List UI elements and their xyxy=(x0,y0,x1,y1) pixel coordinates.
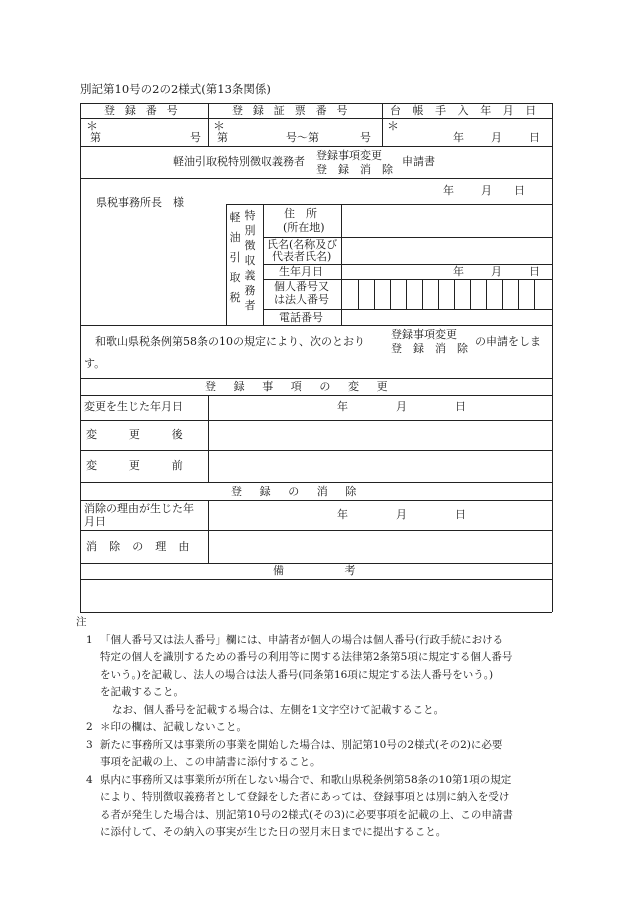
applicant-label-col1 xyxy=(229,208,241,308)
change-day: 日 xyxy=(455,400,466,413)
note-number: 1 xyxy=(86,633,93,646)
remarks-field[interactable] xyxy=(81,580,552,612)
option-change: 登録事項変更 xyxy=(316,149,382,162)
note-number: 3 xyxy=(86,738,93,751)
char: 税 xyxy=(229,291,241,304)
note-line: 新たに事務所又は事業所の事業を開始した場合は、別記第10号の2様式(その2)に必要 xyxy=(100,738,503,751)
cancel-reason-date-label: 消除の理由が生じた年 xyxy=(84,502,194,515)
note-1 xyxy=(80,632,560,720)
note-line: なお、個人番号を記載する場合は、左側を1文字空けて記載すること。 xyxy=(112,703,445,716)
cancel-reason-date-label-sub: 月日 xyxy=(84,515,106,528)
id-number-boxes[interactable] xyxy=(342,280,552,309)
note-line: る者が発生した場合は、別記第10号の2様式(その3)に必要事項を記載の上、この申請書 xyxy=(100,808,513,821)
cert-go: 号 xyxy=(360,131,371,144)
notes-label: 注 xyxy=(76,616,87,628)
cancel-reason-field[interactable] xyxy=(209,531,552,563)
reg-no-header: 登録番号 xyxy=(104,104,188,117)
change-before-field[interactable] xyxy=(209,451,552,482)
char: 別 xyxy=(244,224,256,237)
ledger-month: 月 xyxy=(491,131,502,144)
form-title: 別記第10号の2の2様式(第13条関係) xyxy=(80,82,271,96)
application-suffix: 申請書 xyxy=(402,155,435,168)
cancel-reason-label: 消除の理由 xyxy=(86,540,202,553)
id-number-label-sub: は法人番号 xyxy=(274,293,329,306)
option-cancel: 登 録 消 除 xyxy=(316,163,393,176)
char: 取 xyxy=(229,271,241,284)
birth-month: 月 xyxy=(491,265,502,278)
notes xyxy=(76,614,560,842)
char: 特 xyxy=(244,209,256,222)
frame-right xyxy=(552,103,553,612)
change-year: 年 xyxy=(337,400,348,413)
birthdate-label: 生年月日 xyxy=(279,265,323,278)
ledger-date-header: 台帳手入年月日 xyxy=(390,104,548,117)
char: 務 xyxy=(244,284,256,297)
change-section-header: 登録事項の変更 xyxy=(205,380,406,393)
name-field[interactable] xyxy=(342,238,551,264)
address-label-sub: (所在地) xyxy=(283,221,325,234)
change-after-label: 変更後 xyxy=(86,428,215,441)
phone-field[interactable] xyxy=(342,310,551,325)
cancel-section-header: 登録の消除 xyxy=(231,485,374,498)
note-line: により、特別徴収義務者として登録をした者にあっては、登録事項とは別に納入を受け xyxy=(100,791,510,803)
star-mark: ＊ xyxy=(86,119,99,133)
char: 引 xyxy=(229,251,241,264)
cancel-month: 月 xyxy=(396,508,407,521)
note-line: を記載すること。 xyxy=(100,686,184,698)
applicant-label-col2 xyxy=(244,208,256,313)
char: 収 xyxy=(244,254,256,267)
note-number: 4 xyxy=(86,773,93,786)
statement-text-tail: す。 xyxy=(84,357,106,370)
address-label: 住 所 xyxy=(284,207,317,220)
note-line: に添付して、その納入の事実が生じた日の翌月末日までに提出すること。 xyxy=(100,826,447,838)
note-2 xyxy=(80,719,560,737)
change-date-label: 変更を生じた年月日 xyxy=(84,400,183,413)
address-field[interactable] xyxy=(342,205,551,237)
reg-no-go: 号 xyxy=(190,131,201,144)
name-label: 氏名(名称及び xyxy=(267,238,338,251)
char: 油 xyxy=(229,231,241,244)
note-line: 特定の個人を識別するための番号の利用等に関する法律第2条第5項に規定する個人番号 xyxy=(100,651,513,663)
submit-day: 日 xyxy=(514,184,525,197)
cancel-year: 年 xyxy=(337,508,348,521)
statement-text-end: の申請をしま xyxy=(475,335,541,348)
submit-year: 年 xyxy=(443,184,454,197)
id-number-label: 個人番号又 xyxy=(274,280,329,293)
change-after-field[interactable] xyxy=(209,421,552,450)
statement-option-cancel: 登 録 消 除 xyxy=(391,342,468,355)
ledger-day: 日 xyxy=(529,131,540,144)
remarks-label: 備考 xyxy=(273,564,416,577)
ledger-year: 年 xyxy=(453,131,464,144)
char: 徴 xyxy=(244,239,256,252)
star-mark: ＊ xyxy=(213,119,226,133)
note-line: 県内に事務所又は事業所が所在しない場合で、和歌山県税条例第58条の10第1項の規定 xyxy=(100,773,512,786)
frame-left xyxy=(80,103,81,612)
char: 義 xyxy=(244,269,256,282)
note-line: をいう。)を記載し、法人の場合は法人番号(同条第16項に規定する法人番号をいう。) xyxy=(100,668,494,681)
addressee: 県税事務所長 様 xyxy=(96,196,184,209)
reg-no-dai: 第 xyxy=(90,131,101,144)
application-title: 軽油引取税特別徴収義務者 xyxy=(173,155,305,168)
change-before-label: 変更前 xyxy=(86,459,215,472)
phone-label: 電話番号 xyxy=(279,311,323,324)
note-number: 2 xyxy=(86,721,93,733)
submit-month: 月 xyxy=(481,184,492,197)
char: 軽 xyxy=(229,211,241,224)
cert-dai: 第 xyxy=(217,131,228,144)
name-label-sub: 代表者氏名) xyxy=(272,250,332,263)
char: 者 xyxy=(244,299,256,312)
birth-year: 年 xyxy=(453,265,464,278)
statement-option-change: 登録事項変更 xyxy=(391,328,457,341)
change-month: 月 xyxy=(396,400,407,413)
frame-bottom xyxy=(80,612,552,613)
cancel-day: 日 xyxy=(455,508,466,521)
star-mark: ＊ xyxy=(387,119,400,133)
note-line: ＊印の欄は、記載しないこと。 xyxy=(100,721,247,733)
note-3 xyxy=(80,737,560,772)
statement-text: 和歌山県税条例第58条の10の規定により、次のとおり xyxy=(95,335,365,348)
note-line: 「個人番号又は法人番号」欄には、申請者が個人の場合は個人番号(行政手続における xyxy=(100,633,504,646)
cert-go-to-dai: 号〜第 xyxy=(286,131,319,144)
note-line: 事項を記載の上、この申請書に添付すること。 xyxy=(100,756,321,768)
birth-day: 日 xyxy=(529,265,540,278)
note-4 xyxy=(80,772,560,842)
reg-cert-no-header: 登録証票番号 xyxy=(232,104,358,117)
